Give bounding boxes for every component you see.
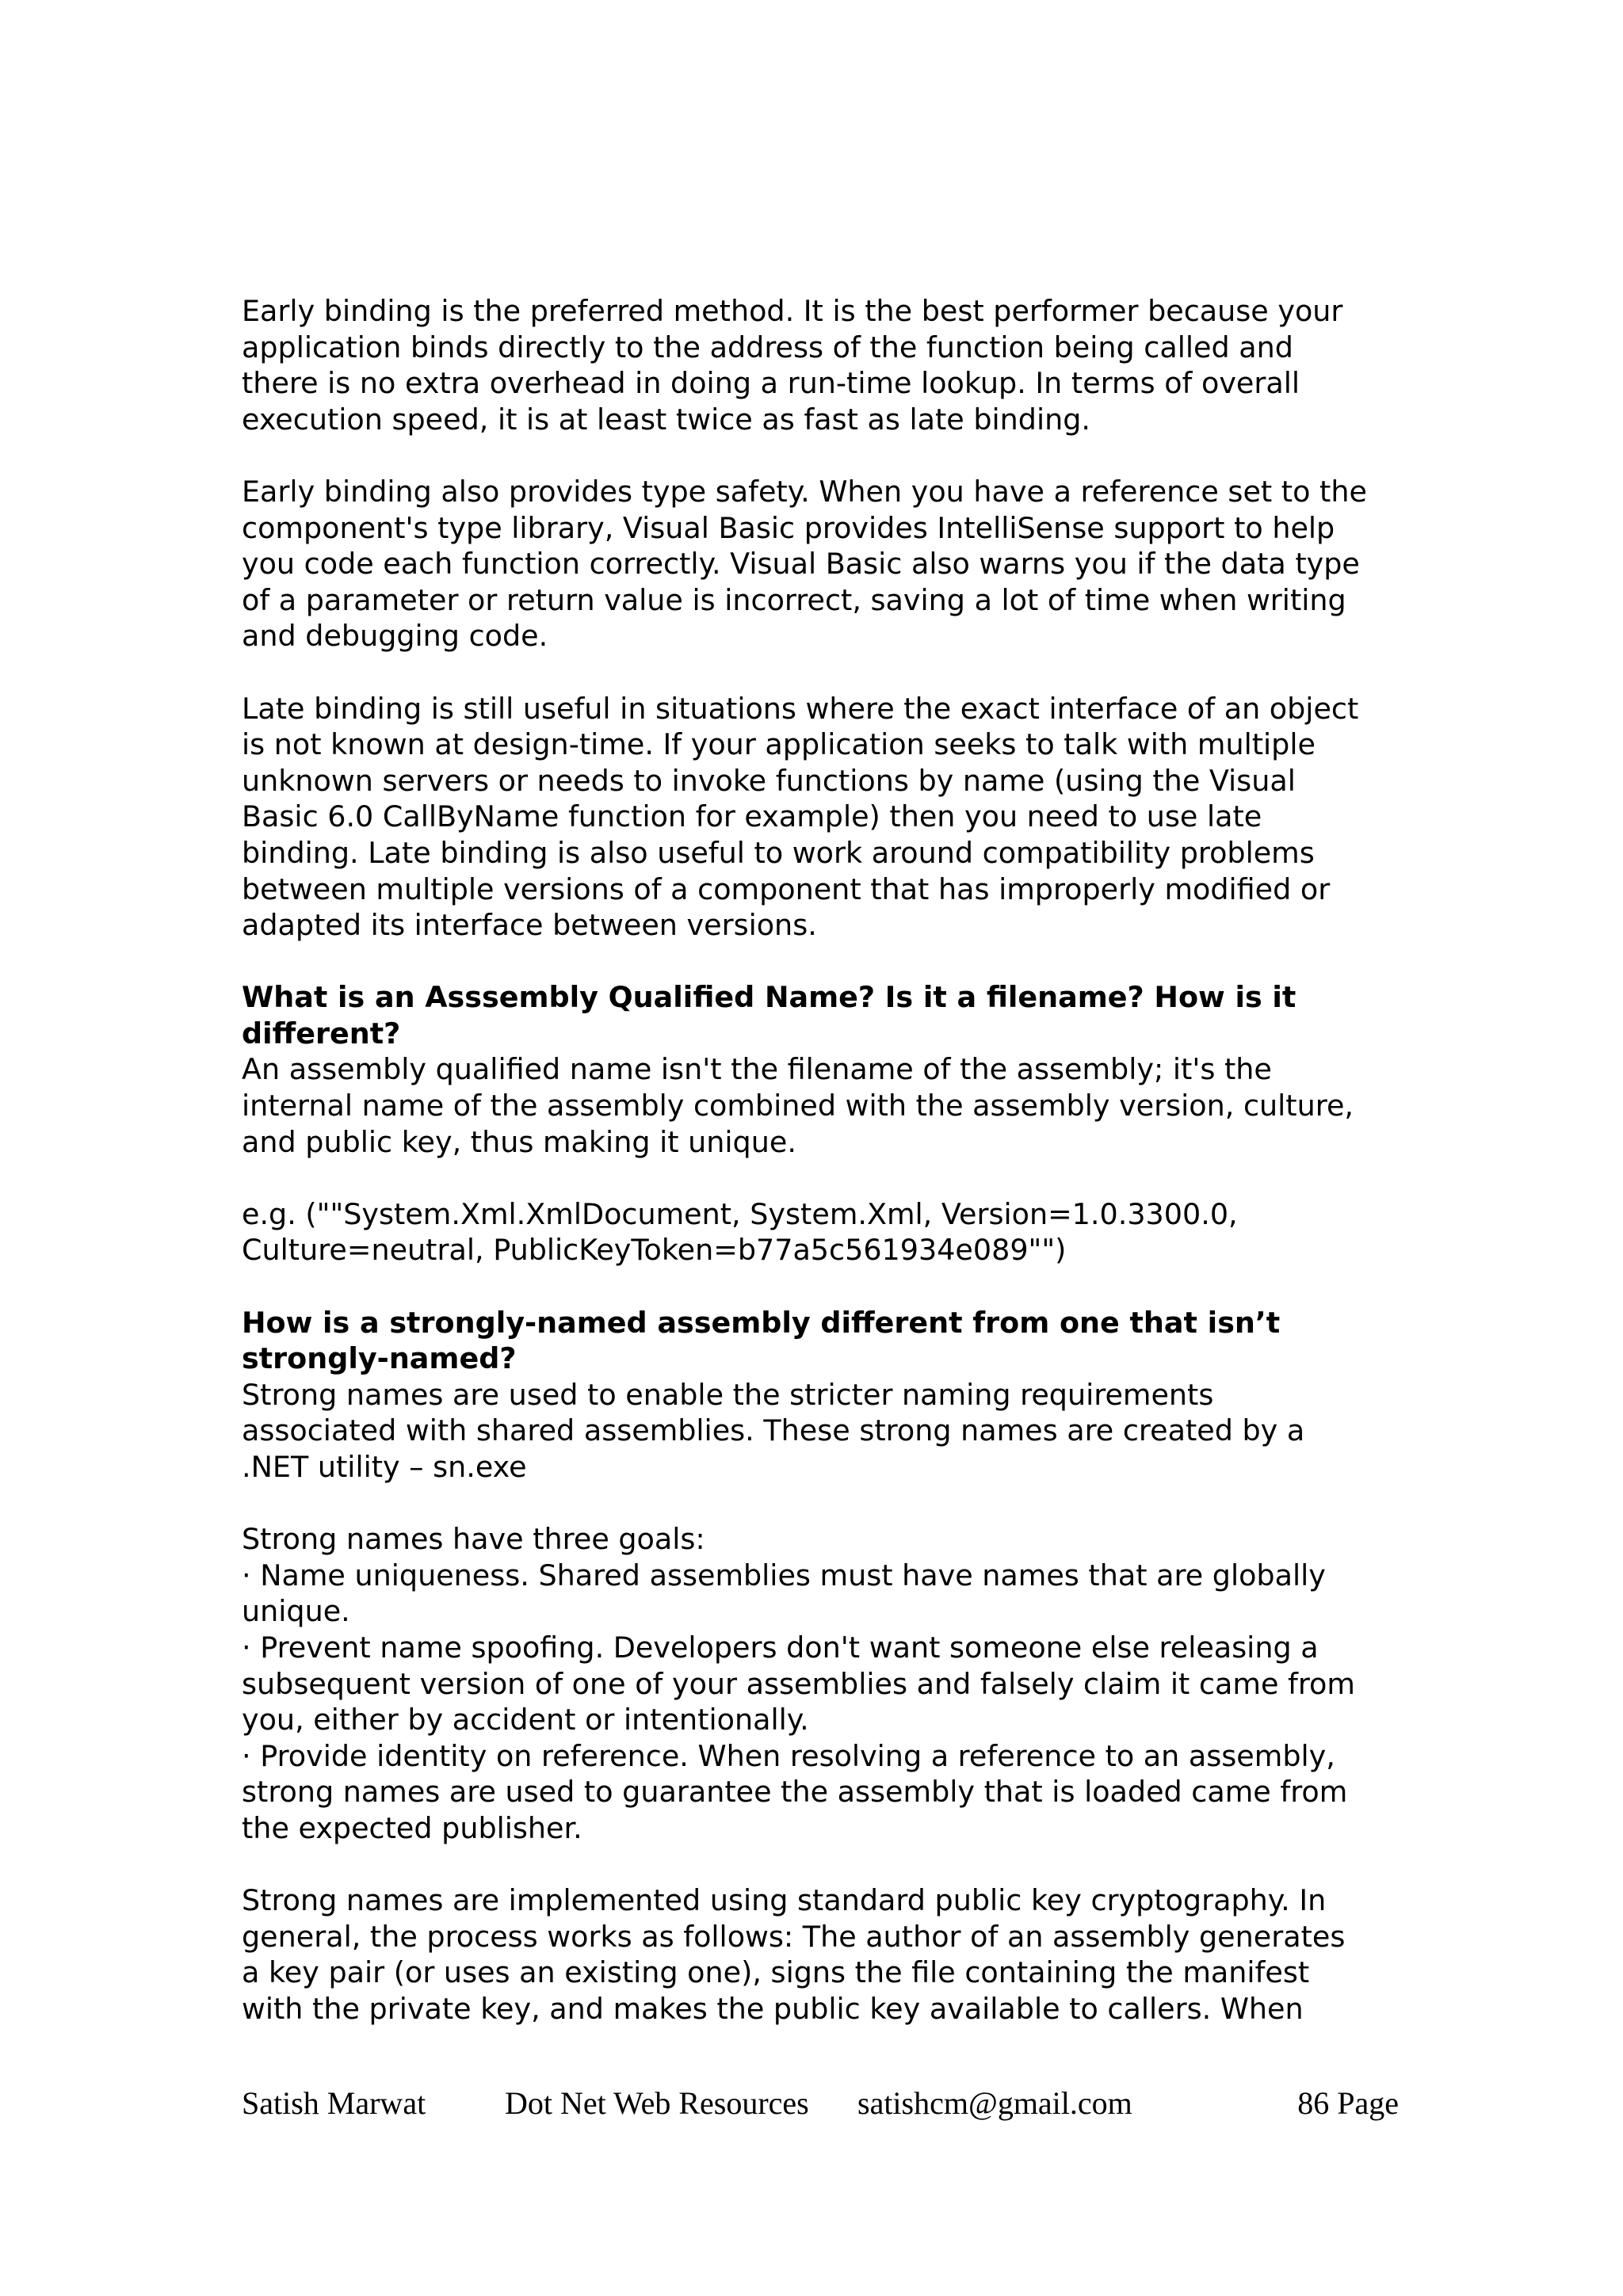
qa-strongly-named-assembly [242,1305,1407,1486]
list-item: · Prevent name spoofing. Developers don't want someone else releasing a subsequent version of one of your assemblies and falsely claim it came from you, either by accident or intentionally. [242,1630,1355,1737]
footer-site: Dot Net Web Resources [505,2085,809,2121]
footer-email: satishcm@gmail.com [857,2085,1132,2121]
paragraph-early-binding-performance: Early binding is the preferred method. It is the best performer because your application binds directly to the address of the function being called and there is no extra overhead in doing a run-time lookup. In terms of overall execution speed, it is at least twice as fast as late binding. [242,294,1343,437]
list-item: · Provide identity on reference. When resolving a reference to an assembly, strong names are used to guarantee the assembly that is loaded came from the expected publisher. [242,1738,1348,1845]
answer-text: An assembly qualified name isn't the filename of the assembly; it's the internal name of the assembly combined with the assembly version, culture, and public key, thus making it unique. [242,1052,1354,1159]
footer-page-number: 86 Page [1297,2085,1399,2121]
page-body [242,293,1407,2063]
qa-assembly-qualified-name [242,979,1407,1160]
list-item: · Name uniqueness. Shared assemblies must have names that are globally unique. [242,1558,1326,1629]
footer-author: Satish Marwat [242,2085,426,2121]
question-heading: How is a strongly-named assembly different from one that isn’t strongly-named? [242,1305,1281,1376]
paragraph-late-binding-uses: Late binding is still useful in situations where the exact interface of an object is not known at design-time. If your application seeks to talk with multiple unknown servers or needs to invoke functions by name (using the Visual Basic 6.0 CallByName function for example) then you need to use late binding. Late binding is also useful to work around compatibility problems between multiple versions of a component that has improperly modified or adapted its interface between versions. [242,691,1359,943]
question-heading: What is an Asssembly Qualified Name? Is it a filename? How is it different? [242,980,1296,1051]
answer-text: Strong names are used to enable the stricter naming requirements associated with shared assemblies. These strong names are created by a .NET utility – sn.exe [242,1377,1305,1484]
page-footer [242,2084,1399,2123]
example-text: e.g. (""System.Xml.XmlDocument, System.Xml, Version=1.0.3300.0, Culture=neutral, PublicKeyToken=b77a5c561934e089"") [242,1196,1238,1268]
goals-intro: Strong names have three goals: [242,1522,705,1557]
strong-name-goals [242,1521,1407,1846]
paragraph-early-binding-type-safety: Early binding also provides type safety. When you have a reference set to the component's type library, Visual Basic provides IntelliSense support to help you code each function correctly. Visual Basic also warns you if the data type of a parameter or return value is incorrect, saving a lot of time when writing and debugging code. [242,474,1367,654]
paragraph-strong-name-implementation: Strong names are implemented using standard public key cryptography. In general, the process works as follows: The author of an assembly generates a key pair (or uses an existing one), signs the file containing the manifest with the private key, and makes the public key available to callers. When [242,1883,1346,2026]
goals-list [242,1558,1407,1847]
